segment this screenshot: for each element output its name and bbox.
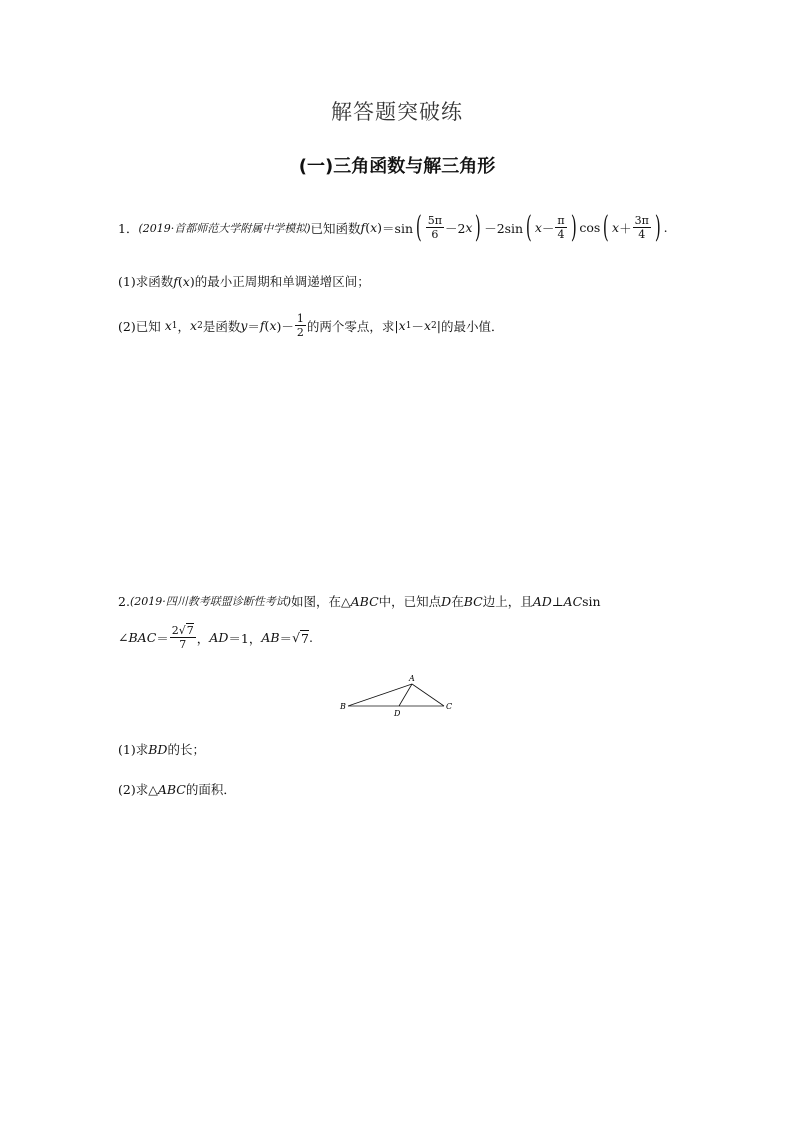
segment-ad [399, 684, 412, 706]
q1-part1: (1)求函数 f ( x ) 的最小正周期和单调递增区间； [118, 273, 370, 289]
section-title: (一)三角函数与解三角形 [298, 156, 496, 177]
page-title: 解答题突破练 [331, 100, 463, 124]
label-c: C [446, 702, 453, 711]
q1-frac2: $\frac{\pi}{4}$ [557, 214, 565, 241]
q1-cos: cos [579, 220, 601, 235]
q1-intro: 已知函数 [310, 220, 361, 236]
q1-minus2sin: －2sin [484, 220, 524, 236]
segment-ab [348, 684, 412, 706]
label-a: A [409, 674, 415, 683]
q1-frac1: $\frac{5\pi}{6}$ [427, 214, 442, 241]
q1-minus2x: －2 [444, 220, 466, 236]
q2-frac: $\frac{2√7}{7}$ [171, 624, 194, 651]
q1-number: 1． [118, 220, 139, 236]
triangle-figure [336, 670, 462, 720]
q2-source: (2019·四川教考联盟诊断性考试) [129, 595, 292, 608]
q1-half: $\frac{1}{2}$ [296, 312, 304, 339]
q1-eq: ＝sin [382, 220, 413, 236]
q2-stem: 2. (2019·四川教考联盟诊断性考试) 如图，在△ ABC 中，已知点 D 在 BC 边上，且 AD ⊥ AC sin [118, 593, 601, 609]
q1-frac3: $\frac{3\pi}{4}$ [634, 214, 649, 241]
label-d: D [394, 709, 401, 718]
q1-x: x [370, 220, 378, 235]
q2-number: 2. [118, 593, 130, 609]
label-b: B [340, 702, 346, 711]
segment-ac [412, 684, 444, 706]
q1-source: (2019·首都师范大学附属中学模拟) [138, 221, 311, 235]
q1-stem: 1． (2019·首都师范大学附属中学模拟) 已知函数 f ( x ) ＝sin ( $\frac{5\pi}{6}$ －2 x ) －2sin ( x － $\frac{\pi}{4}$ ) cos ( x ＋ $\frac{3\pi}{4}$ ) . [118, 209, 668, 245]
q2-part2: (2)求△ ABC 的面积． [118, 781, 236, 797]
q1-part2: (2)已知 x 1 ， x 2 是函数 y ＝ f ( x )－ $\frac{1}{2}$ 的两个零点，求 | x 1 － x 2 | 的最小值． [118, 312, 504, 339]
q2-part1: (1)求 BD 的长； [118, 741, 205, 757]
q2-stem-cont: ∠ BAC ＝ $\frac{2√7}{7}$ ， AD ＝1， AB ＝ √ 7 . [118, 624, 313, 651]
q1-fx: f [360, 220, 366, 235]
